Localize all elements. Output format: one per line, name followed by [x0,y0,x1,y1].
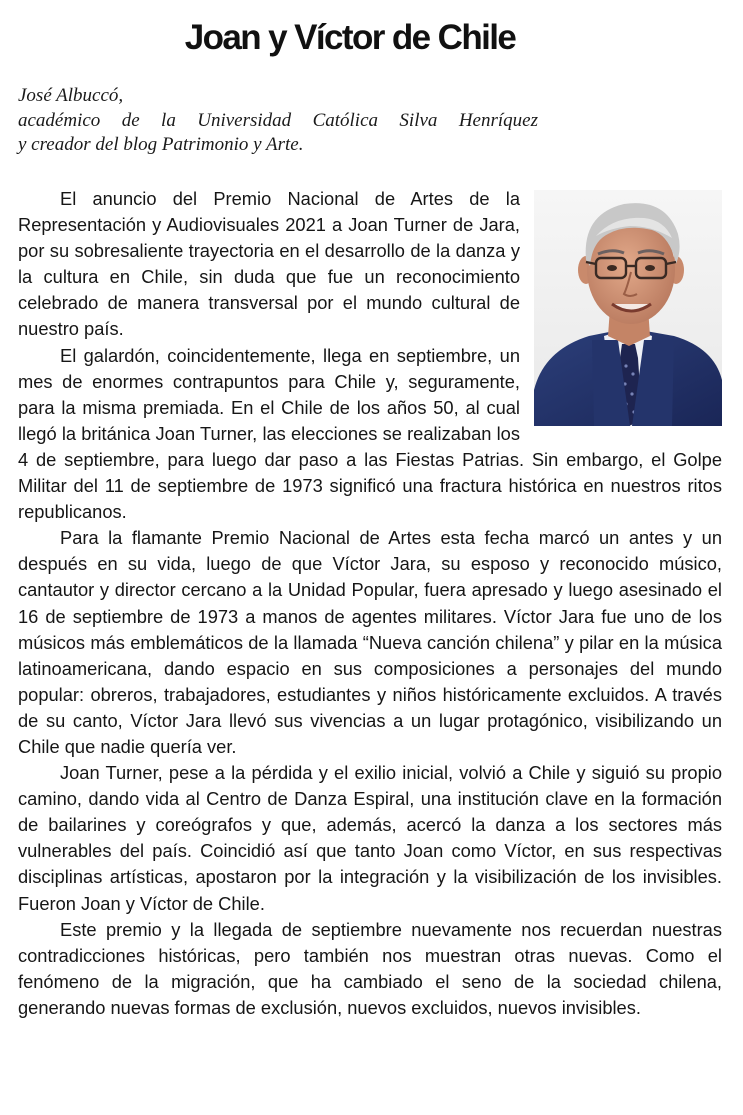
paragraph-4: Joan Turner, pese a la pérdida y el exilio inicial, volvió a Chile y siguió su propio camino, dando vida al Centro de Danza Espiral, una institución clave en la formación de bailarines y coreógrafos y que, además, acercó la danza a los sectores más vulnerables del país. Coincidió así que tanto Joan como Víctor, en sus respectivas disciplinas artísticas, apostaron por la integración y la visibilización de los invisibles. Fueron Joan y Víctor de Chile. [18,762,722,914]
author-role: y creador del blog Patrimonio y Arte. [18,134,304,155]
article-body [18,186,722,1021]
paragraph-5: Este premio y la llegada de septiembre nuevamente nos recuerdan nuestras contradicciones históricas, pero también nos muestran otras nuevas. Como el fenómeno de la migración, que ha cambiado el seno de la sociedad chilena, generando nuevas formas de exclusión, nuevos excluidos, nuevos invisibles. [18,918,722,1018]
article-title: Joan y Víctor de Chile [184,18,516,57]
author-name: José Albuccó, [18,85,124,106]
author-byline [18,84,538,158]
paragraph-1: El anuncio del Premio Nacional de Artes de la Representación y Audiovisuales 2021 a Joan Turner de Jara, por su sobresaliente trayectoria en el desarrollo de la danza y la cultura en Chile, sin duda que fue un reconocimiento celebrado de manera transversal por el mundo cultural de nuestro país. [18,188,520,340]
author-affiliation: académico de la Universidad Católica Silva Henríquez [18,109,538,131]
author-portrait-icon [534,190,722,426]
paragraph-2: El galardón, coincidentemente, llega en septiembre, un mes de enormes contrapuntos para Chile y, seguramente, para la misma premiada. En el Chile de los años 50, al cual llegó la británica Joan Turner, las elecciones se realizaban los 4 de septiembre, para luego dar paso a las Fiestas Patrias. Sin embargo, el Golpe Militar del 11 de septiembre de 1973 significó una fractura histórica en nuestros ritos republicanos. [18,344,722,523]
paragraph-3: Para la flamante Premio Nacional de Artes esta fecha marcó un antes y un después en su vida, luego de que Víctor Jara, su esposo y reconocido músico, cantautor y director cercano a la Unidad Popular, fuera apresado y luego asesinado el 16 de septiembre de 1973 a manos de agentes militares. Víctor Jara fue uno de los músicos más emblemáticos de la llamada “Nueva canción chilena” y pilar en la música latinoamericana, dando espacio en sus composiciones a personajes del mundo popular: obreros, trabajadores, estudiantes y niños históricamente excluidos. A través de su canto, Víctor Jara llevó sus vivencias a un lugar protagónico, visibilizando un Chile que nadie quería ver. [18,527,722,757]
